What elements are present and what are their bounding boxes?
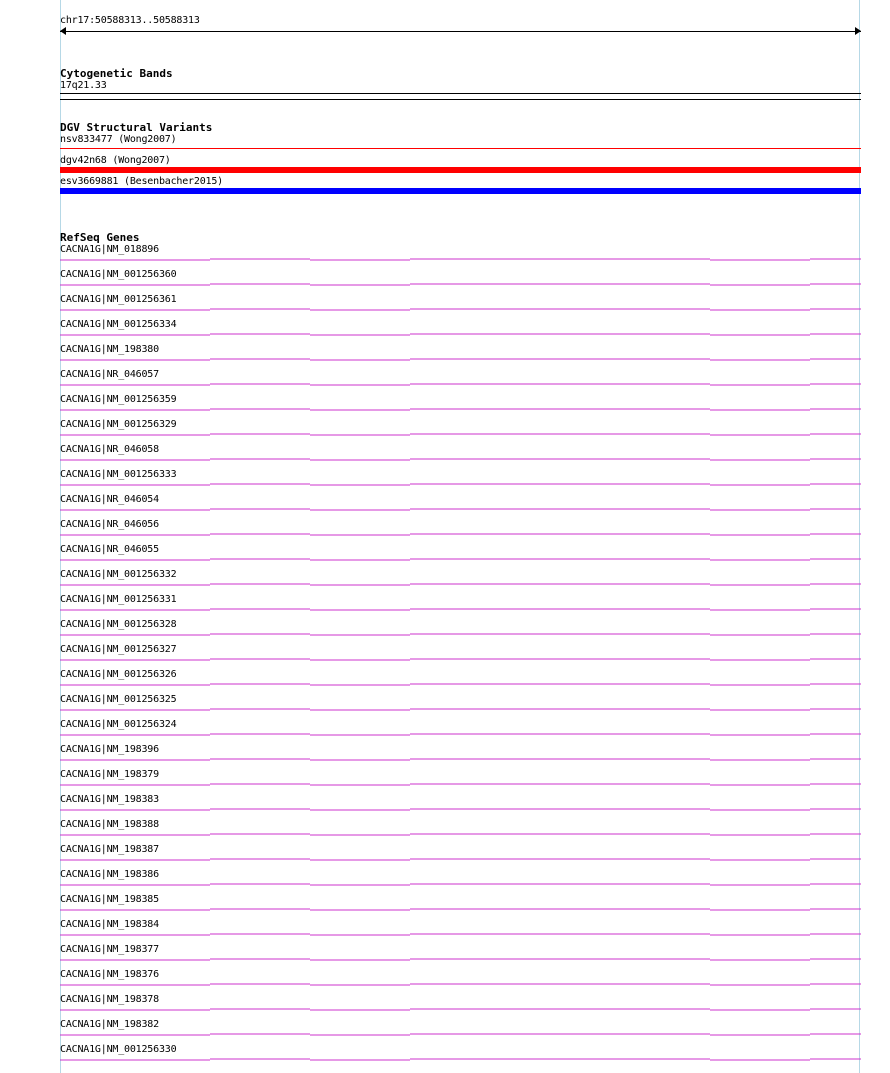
- gene-model-line[interactable]: [60, 633, 861, 637]
- gene-model-line[interactable]: [60, 1033, 861, 1037]
- gene-model-line[interactable]: [60, 958, 861, 962]
- gene-label[interactable]: CACNA1G|NM_198385: [60, 894, 159, 905]
- gene-label[interactable]: CACNA1G|NM_001256331: [60, 594, 177, 605]
- gene-model-line[interactable]: [60, 358, 861, 362]
- gene-model-line[interactable]: [60, 658, 861, 662]
- dgv-variant-bar[interactable]: [60, 188, 861, 194]
- gene-model-line[interactable]: [60, 858, 861, 862]
- region-label: chr17:50588313..50588313: [60, 15, 200, 26]
- gene-label[interactable]: CACNA1G|NM_018896: [60, 244, 159, 255]
- right-arrow-icon: [855, 27, 861, 35]
- gene-model-line[interactable]: [60, 283, 861, 287]
- gene-label[interactable]: CACNA1G|NM_001256327: [60, 644, 177, 655]
- gene-label[interactable]: CACNA1G|NM_001256333: [60, 469, 177, 480]
- dgv-variant-label[interactable]: esv3669881 (Besenbacher2015): [60, 176, 223, 187]
- gene-label[interactable]: CACNA1G|NM_001256329: [60, 419, 177, 430]
- gene-model-line[interactable]: [60, 483, 861, 487]
- gene-label[interactable]: CACNA1G|NM_001256330: [60, 1044, 177, 1055]
- gene-label[interactable]: CACNA1G|NM_198387: [60, 844, 159, 855]
- gene-model-line[interactable]: [60, 908, 861, 912]
- gene-label[interactable]: CACNA1G|NM_001256332: [60, 569, 177, 580]
- position-ruler[interactable]: [60, 31, 861, 32]
- gene-label[interactable]: CACNA1G|NR_046055: [60, 544, 159, 555]
- gene-label[interactable]: CACNA1G|NM_198384: [60, 919, 159, 930]
- gene-label[interactable]: CACNA1G|NM_198380: [60, 344, 159, 355]
- dgv-variant-label[interactable]: dgv42n68 (Wong2007): [60, 155, 171, 166]
- gene-model-line[interactable]: [60, 308, 861, 312]
- gene-label[interactable]: CACNA1G|NM_198378: [60, 994, 159, 1005]
- dgv-track-title: DGV Structural Variants: [60, 121, 213, 134]
- gene-label[interactable]: CACNA1G|NM_001256361: [60, 294, 177, 305]
- gene-model-line[interactable]: [60, 383, 861, 387]
- gene-model-line[interactable]: [60, 258, 861, 262]
- gene-model-line[interactable]: [60, 683, 861, 687]
- gene-label[interactable]: CACNA1G|NR_046057: [60, 369, 159, 380]
- gene-model-line[interactable]: [60, 558, 861, 562]
- gene-label[interactable]: CACNA1G|NM_198396: [60, 744, 159, 755]
- gene-model-line[interactable]: [60, 833, 861, 837]
- dgv-variant-label[interactable]: nsv833477 (Wong2007): [60, 134, 177, 145]
- gene-model-line[interactable]: [60, 808, 861, 812]
- cytogenetic-bands-title: Cytogenetic Bands: [60, 67, 173, 80]
- cytoband-bar[interactable]: [60, 93, 861, 94]
- gene-label[interactable]: CACNA1G|NM_198388: [60, 819, 159, 830]
- gene-label[interactable]: CACNA1G|NM_001256326: [60, 669, 177, 680]
- gene-label[interactable]: CACNA1G|NM_001256324: [60, 719, 177, 730]
- gene-label[interactable]: CACNA1G|NM_198377: [60, 944, 159, 955]
- dgv-variant-bar[interactable]: [60, 148, 861, 149]
- gene-label[interactable]: CACNA1G|NM_198382: [60, 1019, 159, 1030]
- gene-model-line[interactable]: [60, 733, 861, 737]
- gene-model-line[interactable]: [60, 783, 861, 787]
- gene-model-line[interactable]: [60, 533, 861, 537]
- gene-label[interactable]: CACNA1G|NM_198383: [60, 794, 159, 805]
- gene-label[interactable]: CACNA1G|NM_198376: [60, 969, 159, 980]
- gene-model-line[interactable]: [60, 333, 861, 337]
- gene-label[interactable]: CACNA1G|NM_001256334: [60, 319, 177, 330]
- gene-label[interactable]: CACNA1G|NM_198386: [60, 869, 159, 880]
- gene-model-line[interactable]: [60, 433, 861, 437]
- gene-label[interactable]: CACNA1G|NM_001256325: [60, 694, 177, 705]
- gene-model-line[interactable]: [60, 883, 861, 887]
- cytoband-label[interactable]: 17q21.33: [60, 80, 107, 91]
- gene-model-line[interactable]: [60, 583, 861, 587]
- gene-model-line[interactable]: [60, 408, 861, 412]
- gene-model-line[interactable]: [60, 1058, 861, 1062]
- gene-model-line[interactable]: [60, 708, 861, 712]
- gene-model-line[interactable]: [60, 1008, 861, 1012]
- gene-label[interactable]: CACNA1G|NR_046058: [60, 444, 159, 455]
- gene-model-line[interactable]: [60, 508, 861, 512]
- gene-model-line[interactable]: [60, 983, 861, 987]
- gene-label[interactable]: CACNA1G|NM_198379: [60, 769, 159, 780]
- cytoband-bar-lower: [60, 99, 861, 100]
- left-arrow-icon: [60, 27, 66, 35]
- gene-label[interactable]: CACNA1G|NM_001256359: [60, 394, 177, 405]
- gene-label[interactable]: CACNA1G|NM_001256360: [60, 269, 177, 280]
- gene-model-line[interactable]: [60, 458, 861, 462]
- gene-label[interactable]: CACNA1G|NM_001256328: [60, 619, 177, 630]
- gene-model-line[interactable]: [60, 758, 861, 762]
- dgv-variant-bar[interactable]: [60, 167, 861, 173]
- gene-label[interactable]: CACNA1G|NR_046054: [60, 494, 159, 505]
- genome-browser-track-area: [60, 0, 860, 1073]
- gene-label[interactable]: CACNA1G|NR_046056: [60, 519, 159, 530]
- gene-model-line[interactable]: [60, 608, 861, 612]
- gene-model-line[interactable]: [60, 933, 861, 937]
- refseq-track-title: RefSeq Genes: [60, 231, 140, 244]
